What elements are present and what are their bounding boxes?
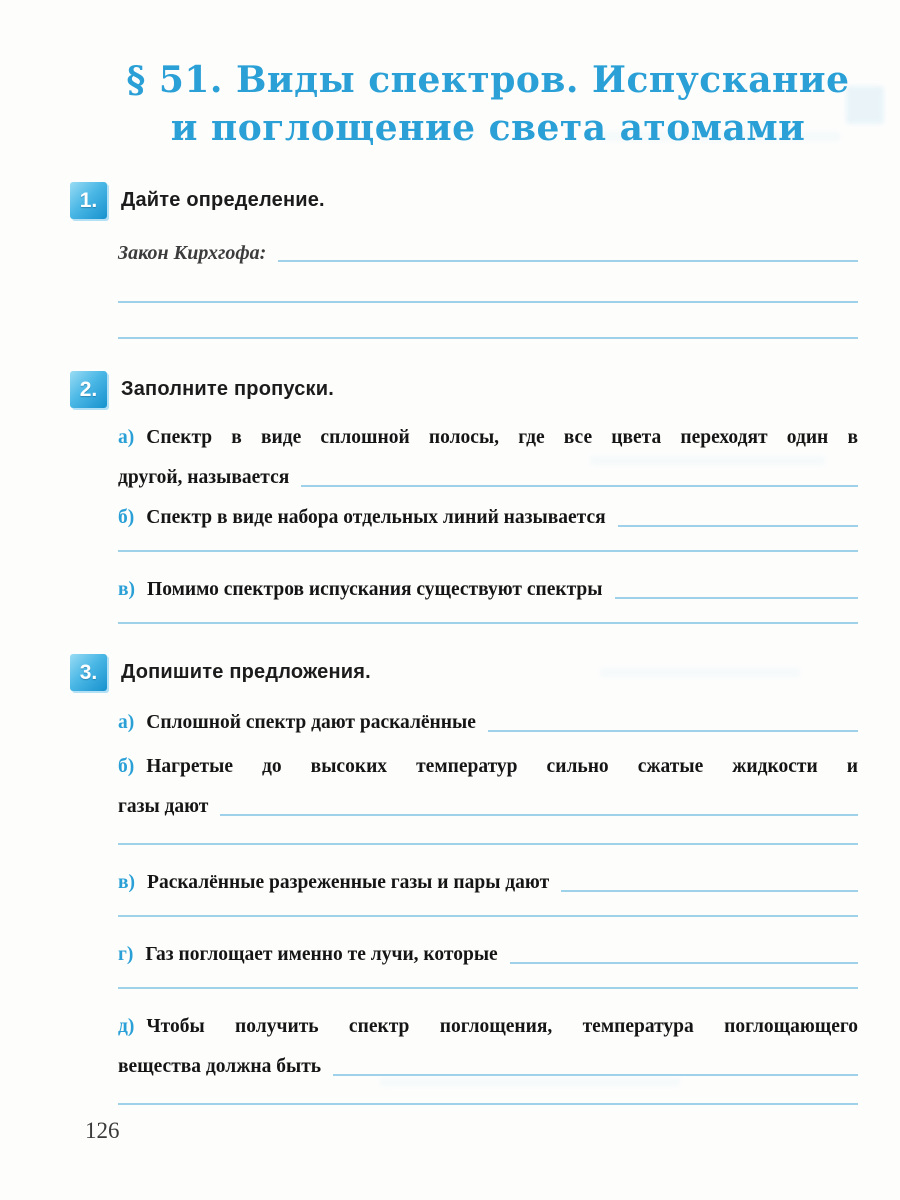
task-2 [79,371,858,624]
item-2a [118,418,858,498]
definition-row [118,233,858,273]
answer-blank[interactable] [333,1074,858,1076]
item-2b-line [118,498,858,538]
task-2-number-badge: 2. [70,371,107,408]
item-letter: а) [118,712,135,733]
item-letter: д) [118,1016,135,1037]
task-1 [79,182,858,339]
item-text: Сплошной спектр дают раскалённые [146,712,476,733]
item-text: Помимо спектров испускания существуют спектры [147,579,603,600]
item-3a-line [118,703,858,743]
item-text: Спектр в виде сплошной полосы, где все цвета переходят один в [146,427,858,448]
item-text: газы дают [118,796,209,817]
task-1-head [70,182,858,219]
item-text: Чтобы получить спектр поглощения, температура поглощающего [146,1016,858,1037]
item-3b [118,747,858,845]
answer-blank[interactable] [220,814,858,816]
answer-line[interactable] [118,987,858,989]
answer-blank[interactable] [488,730,858,732]
item-2v [118,570,858,624]
answer-blank[interactable] [301,485,858,487]
item-3d [118,1007,858,1105]
item-text: вещества должна быть [118,1056,322,1077]
item-3g-line [118,935,858,975]
item-text: Спектр в виде набора отдельных линий называется [146,507,606,528]
answer-blank[interactable] [615,597,859,599]
answer-blank[interactable] [561,890,858,892]
answer-line[interactable] [118,301,858,303]
answer-line[interactable] [118,1103,858,1105]
item-letter: б) [118,507,135,528]
section-title-line1: § 51. Виды спектров. Испускание [126,59,850,101]
item-letter: б) [118,756,135,777]
task-1-heading: Дайте определение. [121,189,325,211]
task-1-number-badge: 1. [70,182,107,219]
answer-blank[interactable] [278,260,858,262]
item-2a-line2 [118,458,858,498]
task-2-head [70,371,858,408]
item-2a-line1 [118,418,858,458]
task-3-number-badge: 3. [70,654,107,691]
task-2-heading: Заполните пропуски. [121,378,335,400]
item-2v-line [118,570,858,610]
section-title [118,56,858,152]
item-3d-line1 [118,1007,858,1047]
task-3-heading: Допишите предложения. [121,661,371,683]
item-3a [118,703,858,743]
task-3 [79,654,858,1105]
answer-line[interactable] [118,622,858,624]
page-content [79,0,858,1105]
item-3v-line [118,863,858,903]
answer-line[interactable] [118,337,858,339]
item-text: другой, называется [118,467,290,488]
answer-line[interactable] [118,550,858,552]
item-3b-line2 [118,787,858,827]
answer-line[interactable] [118,915,858,917]
answer-blank[interactable] [510,962,858,964]
item-3b-line1 [118,747,858,787]
item-2b [118,498,858,552]
answer-line[interactable] [118,843,858,845]
item-3v [118,863,858,917]
item-letter: а) [118,427,135,448]
page-number: 126 [85,1118,120,1143]
item-text: Газ поглощает именно те лучи, которые [145,944,498,965]
item-letter: в) [118,579,136,600]
definition-label: Закон Кирхгофа: [118,242,267,264]
task-3-head [70,654,858,691]
item-letter: г) [118,944,134,965]
section-title-line2: и поглощение света атомами [170,107,806,149]
item-text: Раскалённые разреженные газы и пары дают [147,872,550,893]
item-letter: в) [118,872,136,893]
item-3d-line2 [118,1047,858,1087]
answer-blank[interactable] [618,525,858,527]
item-3g [118,935,858,989]
item-text: Нагретые до высоких температур сильно сжатые жидкости и [146,756,858,777]
